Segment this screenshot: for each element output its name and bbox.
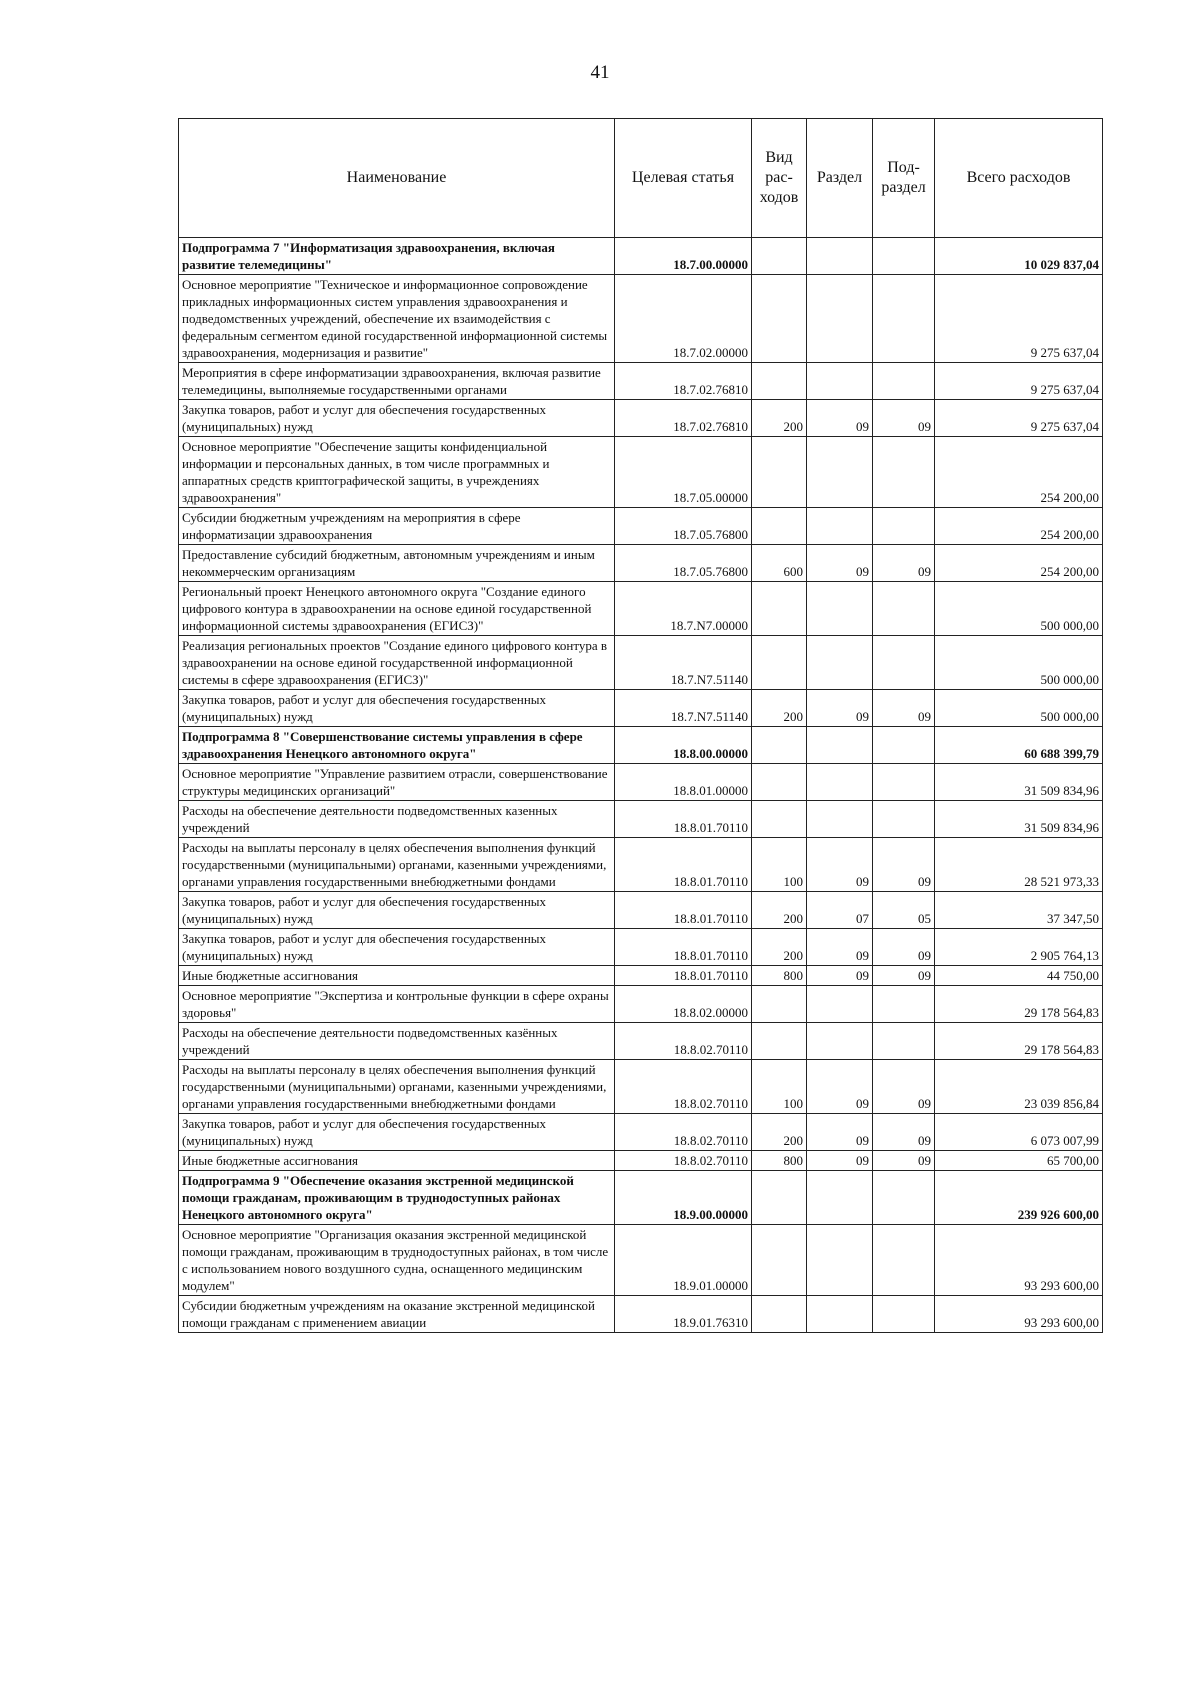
cell-vid: 800	[752, 966, 807, 986]
table-row	[179, 1023, 1103, 1060]
cell-target: 18.7.00.00000	[615, 238, 752, 275]
cell-razdel	[807, 1023, 873, 1060]
cell-total: 9 275 637,04	[935, 363, 1103, 400]
cell-razdel	[807, 437, 873, 508]
cell-vid	[752, 636, 807, 690]
cell-total: 254 200,00	[935, 545, 1103, 582]
cell-name: Иные бюджетные ассигнования	[179, 1151, 615, 1171]
cell-vid	[752, 508, 807, 545]
cell-total: 93 293 600,00	[935, 1296, 1103, 1333]
cell-vid	[752, 275, 807, 363]
cell-target: 18.9.01.76310	[615, 1296, 752, 1333]
table-row	[179, 508, 1103, 545]
cell-razdel	[807, 727, 873, 764]
cell-target: 18.8.00.00000	[615, 727, 752, 764]
cell-total: 28 521 973,33	[935, 838, 1103, 892]
cell-razdel: 09	[807, 1151, 873, 1171]
cell-target: 18.7.05.76800	[615, 545, 752, 582]
cell-name: Иные бюджетные ассигнования	[179, 966, 615, 986]
table-row	[179, 892, 1103, 929]
cell-name: Закупка товаров, работ и услуг для обеспечения государственных (муниципальных) нужд	[179, 892, 615, 929]
cell-total: 6 073 007,99	[935, 1114, 1103, 1151]
table-row	[179, 986, 1103, 1023]
table-row	[179, 1225, 1103, 1296]
cell-name: Расходы на выплаты персоналу в целях обеспечения выполнения функций государственными (муниципальными) органами, казенными учреждениями, органами управления государственными внебюджетными фондами	[179, 838, 615, 892]
cell-name: Субсидии бюджетным учреждениям на мероприятия в сфере информатизации здравоохранения	[179, 508, 615, 545]
cell-name: Мероприятия в сфере информатизации здравоохранения, включая развитие телемедицины, выполняемые государственными органами	[179, 363, 615, 400]
cell-vid: 100	[752, 1060, 807, 1114]
cell-target: 18.9.00.00000	[615, 1171, 752, 1225]
cell-name: Реализация региональных проектов "Создание единого цифрового контура в здравоохранении на основе единой государственной информационной системы в сфере здравоохранения (ЕГИСЗ)"	[179, 636, 615, 690]
cell-pod	[873, 437, 935, 508]
cell-total: 500 000,00	[935, 690, 1103, 727]
cell-pod	[873, 764, 935, 801]
cell-total: 93 293 600,00	[935, 1225, 1103, 1296]
cell-vid: 200	[752, 400, 807, 437]
table-row	[179, 1296, 1103, 1333]
cell-vid	[752, 238, 807, 275]
cell-razdel: 09	[807, 838, 873, 892]
header-vid: Вид рас- ходов	[752, 119, 807, 238]
cell-vid	[752, 363, 807, 400]
cell-pod	[873, 801, 935, 838]
cell-name: Предоставление субсидий бюджетным, автономным учреждениям и иным некоммерческим организациям	[179, 545, 615, 582]
cell-pod	[873, 238, 935, 275]
cell-target: 18.8.02.70110	[615, 1023, 752, 1060]
cell-razdel	[807, 363, 873, 400]
table-row	[179, 929, 1103, 966]
cell-pod	[873, 986, 935, 1023]
cell-target: 18.9.01.00000	[615, 1225, 752, 1296]
cell-pod	[873, 1171, 935, 1225]
cell-pod: 09	[873, 690, 935, 727]
cell-target: 18.8.01.70110	[615, 838, 752, 892]
cell-vid: 100	[752, 838, 807, 892]
cell-name: Расходы на выплаты персоналу в целях обеспечения выполнения функций государственными (муниципальными) органами, казенными учреждениями, органами управления государственными внебюджетными фондами	[179, 1060, 615, 1114]
table-row	[179, 1114, 1103, 1151]
table-row	[179, 636, 1103, 690]
cell-name: Закупка товаров, работ и услуг для обеспечения государственных (муниципальных) нужд	[179, 1114, 615, 1151]
cell-vid	[752, 1023, 807, 1060]
cell-target: 18.8.01.70110	[615, 929, 752, 966]
cell-pod: 09	[873, 1060, 935, 1114]
cell-total: 31 509 834,96	[935, 801, 1103, 838]
cell-pod: 09	[873, 929, 935, 966]
cell-vid: 200	[752, 1114, 807, 1151]
cell-name: Закупка товаров, работ и услуг для обеспечения государственных (муниципальных) нужд	[179, 929, 615, 966]
cell-vid: 200	[752, 690, 807, 727]
cell-razdel: 09	[807, 1114, 873, 1151]
cell-target: 18.7.N7.51140	[615, 690, 752, 727]
cell-razdel	[807, 801, 873, 838]
cell-name: Основное мероприятие "Организация оказания экстренной медицинской помощи гражданам, проживающим в труднодоступных районах, в том числе с использованием нового воздушного судна, оснащенного медицинским модулем"	[179, 1225, 615, 1296]
cell-total: 29 178 564,83	[935, 986, 1103, 1023]
cell-razdel	[807, 508, 873, 545]
cell-pod: 09	[873, 545, 935, 582]
cell-total: 9 275 637,04	[935, 275, 1103, 363]
cell-name: Региональный проект Ненецкого автономного округа "Создание единого цифрового контура в здравоохранении на основе единой государственной информационной системы здравоохранения (ЕГИСЗ)"	[179, 582, 615, 636]
cell-razdel: 09	[807, 400, 873, 437]
table-row	[179, 275, 1103, 363]
cell-razdel	[807, 986, 873, 1023]
cell-target: 18.7.N7.00000	[615, 582, 752, 636]
table-body	[179, 238, 1103, 1333]
cell-vid: 600	[752, 545, 807, 582]
cell-name: Основное мероприятие "Обеспечение защиты конфиденциальной информации и персональных данных, в том числе программных и аппаратных средств криптографической защиты, в учреждениях здравоохранения"	[179, 437, 615, 508]
cell-total: 29 178 564,83	[935, 1023, 1103, 1060]
cell-name: Субсидии бюджетным учреждениям на оказание экстренной медицинской помощи гражданам с применением авиации	[179, 1296, 615, 1333]
table-row	[179, 764, 1103, 801]
cell-pod: 09	[873, 838, 935, 892]
cell-total: 9 275 637,04	[935, 400, 1103, 437]
table-row	[179, 545, 1103, 582]
cell-razdel	[807, 636, 873, 690]
cell-razdel: 09	[807, 966, 873, 986]
table-row	[179, 238, 1103, 275]
cell-pod: 09	[873, 966, 935, 986]
header-name: Наименование	[179, 119, 615, 238]
cell-razdel	[807, 582, 873, 636]
table-row	[179, 1151, 1103, 1171]
cell-target: 18.7.02.00000	[615, 275, 752, 363]
cell-pod	[873, 275, 935, 363]
cell-razdel	[807, 1296, 873, 1333]
cell-razdel: 07	[807, 892, 873, 929]
cell-target: 18.8.02.00000	[615, 986, 752, 1023]
cell-vid	[752, 1225, 807, 1296]
cell-razdel	[807, 275, 873, 363]
cell-pod	[873, 1296, 935, 1333]
table-row	[179, 801, 1103, 838]
header-razdel: Раздел	[807, 119, 873, 238]
cell-razdel: 09	[807, 690, 873, 727]
header-total: Всего расходов	[935, 119, 1103, 238]
table-row	[179, 400, 1103, 437]
cell-target: 18.7.N7.51140	[615, 636, 752, 690]
cell-razdel	[807, 1225, 873, 1296]
cell-vid: 800	[752, 1151, 807, 1171]
cell-pod	[873, 363, 935, 400]
cell-name: Основное мероприятие "Управление развитием отрасли, совершенствование структуры медицинских организаций"	[179, 764, 615, 801]
budget-table	[178, 118, 1103, 1333]
cell-vid	[752, 764, 807, 801]
cell-name: Закупка товаров, работ и услуг для обеспечения государственных (муниципальных) нужд	[179, 400, 615, 437]
cell-vid	[752, 437, 807, 508]
cell-total: 37 347,50	[935, 892, 1103, 929]
cell-name: Закупка товаров, работ и услуг для обеспечения государственных (муниципальных) нужд	[179, 690, 615, 727]
cell-total: 500 000,00	[935, 582, 1103, 636]
cell-target: 18.8.01.00000	[615, 764, 752, 801]
cell-total: 239 926 600,00	[935, 1171, 1103, 1225]
header-podrazdel: Под- раздел	[873, 119, 935, 238]
table-row	[179, 363, 1103, 400]
cell-total: 23 039 856,84	[935, 1060, 1103, 1114]
cell-target: 18.8.02.70110	[615, 1060, 752, 1114]
cell-vid	[752, 1296, 807, 1333]
cell-pod	[873, 727, 935, 764]
cell-target: 18.8.02.70110	[615, 1114, 752, 1151]
page-number: 41	[590, 62, 610, 83]
cell-total: 31 509 834,96	[935, 764, 1103, 801]
cell-target: 18.7.05.76800	[615, 508, 752, 545]
cell-vid	[752, 1171, 807, 1225]
cell-total: 500 000,00	[935, 636, 1103, 690]
cell-vid: 200	[752, 929, 807, 966]
table-row	[179, 727, 1103, 764]
cell-target: 18.7.02.76810	[615, 400, 752, 437]
cell-razdel: 09	[807, 545, 873, 582]
cell-razdel: 09	[807, 1060, 873, 1114]
cell-pod	[873, 1023, 935, 1060]
cell-name: Основное мероприятие "Экспертиза и контрольные функции в сфере охраны здоровья"	[179, 986, 615, 1023]
cell-total: 2 905 764,13	[935, 929, 1103, 966]
table-row	[179, 582, 1103, 636]
cell-total: 60 688 399,79	[935, 727, 1103, 764]
cell-name: Основное мероприятие "Техническое и информационное сопровождение прикладных информационных систем управления здравоохранения и подведомственных учреждений, обеспечение их взаимодействия с федеральным сегментом единой государственной информационной системы здравоохранения, модернизация и развитие"	[179, 275, 615, 363]
cell-target: 18.8.01.70110	[615, 801, 752, 838]
cell-pod	[873, 582, 935, 636]
cell-total: 10 029 837,04	[935, 238, 1103, 275]
cell-pod: 05	[873, 892, 935, 929]
cell-name: Подпрограмма 8 "Совершенствование системы управления в сфере здравоохранения Ненецкого автономного округа"	[179, 727, 615, 764]
cell-name: Подпрограмма 9 "Обеспечение оказания экстренной медицинской помощи гражданам, проживающим в труднодоступных районах Ненецкого автономного округа"	[179, 1171, 615, 1225]
cell-pod	[873, 636, 935, 690]
cell-total: 254 200,00	[935, 508, 1103, 545]
cell-total: 44 750,00	[935, 966, 1103, 986]
cell-vid: 200	[752, 892, 807, 929]
cell-total: 254 200,00	[935, 437, 1103, 508]
cell-pod: 09	[873, 1151, 935, 1171]
table-row	[179, 1060, 1103, 1114]
cell-target: 18.7.05.00000	[615, 437, 752, 508]
cell-name: Расходы на обеспечение деятельности подведомственных казенных учреждений	[179, 801, 615, 838]
table-row	[179, 437, 1103, 508]
cell-razdel	[807, 238, 873, 275]
cell-total: 65 700,00	[935, 1151, 1103, 1171]
table-row	[179, 690, 1103, 727]
cell-name: Расходы на обеспечение деятельности подведомственных казённых учреждений	[179, 1023, 615, 1060]
header-target: Целевая статья	[615, 119, 752, 238]
cell-target: 18.8.01.70110	[615, 892, 752, 929]
cell-target: 18.8.01.70110	[615, 966, 752, 986]
table-row	[179, 966, 1103, 986]
table-header-row	[179, 119, 1103, 238]
cell-target: 18.8.02.70110	[615, 1151, 752, 1171]
table-row	[179, 838, 1103, 892]
cell-name: Подпрограмма 7 "Информатизация здравоохранения, включая развитие телемедицины"	[179, 238, 615, 275]
cell-pod	[873, 1225, 935, 1296]
table-row	[179, 1171, 1103, 1225]
cell-vid	[752, 582, 807, 636]
cell-pod: 09	[873, 400, 935, 437]
cell-vid	[752, 801, 807, 838]
cell-vid	[752, 727, 807, 764]
cell-razdel: 09	[807, 929, 873, 966]
cell-pod	[873, 508, 935, 545]
cell-target: 18.7.02.76810	[615, 363, 752, 400]
cell-vid	[752, 986, 807, 1023]
cell-razdel	[807, 1171, 873, 1225]
cell-pod: 09	[873, 1114, 935, 1151]
cell-razdel	[807, 764, 873, 801]
